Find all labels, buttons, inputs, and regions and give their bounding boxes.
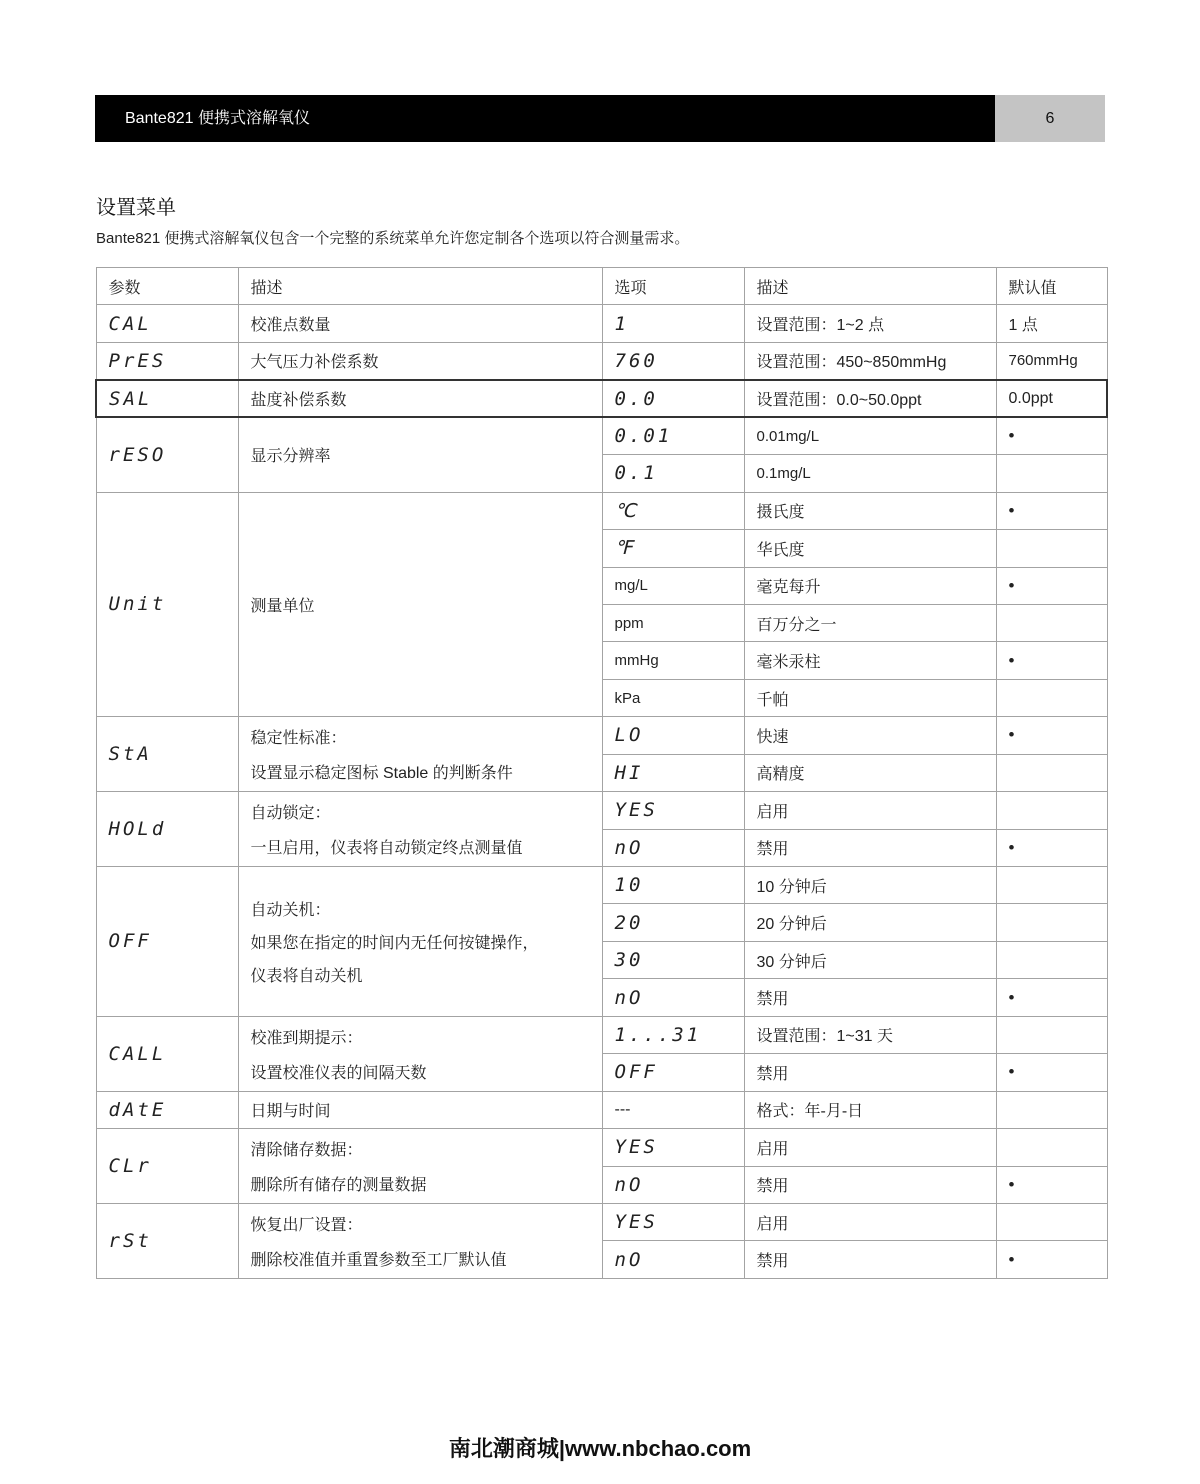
option-description: 0.01mg/L xyxy=(744,417,996,454)
option-description: 设置范围：1~2 点 xyxy=(744,305,996,342)
option-value: YES xyxy=(602,1129,744,1166)
option-description: 千帕 xyxy=(744,679,996,716)
option-value: 760 xyxy=(602,342,744,379)
param-description-line: 恢复出厂设置： xyxy=(250,1216,363,1234)
param-description-line: 设置显示稳定图标 Stable 的判断条件 xyxy=(250,765,513,783)
option-value: mmHg xyxy=(602,642,744,679)
param-description-line: 删除校准值并重置参数至工厂默认值 xyxy=(250,1251,507,1269)
option-description: 0.1mg/L xyxy=(744,455,996,492)
header-option-description: 描述 xyxy=(744,268,996,305)
option-value: ℉ xyxy=(602,530,744,567)
param-description-line: 一旦启用，仪表将自动锁定终点测量值 xyxy=(250,840,523,858)
option-description: 毫米汞柱 xyxy=(744,642,996,679)
table-row xyxy=(96,1203,1107,1240)
default-marker: • xyxy=(996,717,1107,754)
option-value: 0.01 xyxy=(602,417,744,454)
param-description: 校准点数量 xyxy=(238,305,602,342)
table-row xyxy=(96,792,1107,829)
section-intro: Bante821 便携式溶解氧仪包含一个完整的系统菜单允许您定制各个选项以符合测量需求。 xyxy=(96,230,690,247)
default-marker xyxy=(996,754,1107,791)
default-marker xyxy=(996,530,1107,567)
option-description: 百万分之一 xyxy=(744,604,996,641)
option-value: 1 xyxy=(602,305,744,342)
option-description: 启用 xyxy=(744,1129,996,1166)
table-row xyxy=(96,305,1107,342)
page-number: 6 xyxy=(995,95,1105,142)
option-value: 20 xyxy=(602,904,744,941)
option-description: 禁用 xyxy=(744,1054,996,1091)
param-code: HOLd xyxy=(96,792,238,867)
default-value: 760mmHg xyxy=(996,342,1107,379)
param-description-line: 删除所有储存的测量数据 xyxy=(250,1177,427,1194)
table-row-highlighted xyxy=(96,380,1107,417)
option-description: 禁用 xyxy=(744,979,996,1016)
param-description xyxy=(238,792,602,867)
option-description: 摄氏度 xyxy=(744,492,996,529)
default-marker xyxy=(996,1203,1107,1240)
default-marker: • xyxy=(996,979,1107,1016)
settings-menu-table xyxy=(95,267,1108,1279)
param-code: CAL xyxy=(96,305,238,342)
option-value: nO xyxy=(602,979,744,1016)
document-title: Bante821 便携式溶解氧仪 xyxy=(95,95,995,142)
table-row xyxy=(96,717,1107,754)
header-description: 描述 xyxy=(238,268,602,305)
param-code: CALL xyxy=(96,1016,238,1091)
option-value: 0.1 xyxy=(602,455,744,492)
param-description xyxy=(238,1203,602,1278)
table-row xyxy=(96,1091,1107,1128)
option-description: 禁用 xyxy=(744,1166,996,1203)
param-description: 盐度补偿系数 xyxy=(238,380,602,417)
default-marker xyxy=(996,1129,1107,1166)
table-row xyxy=(96,492,1107,529)
option-description: 快速 xyxy=(744,717,996,754)
param-code: SAL xyxy=(96,380,238,417)
param-description xyxy=(238,717,602,792)
default-marker xyxy=(996,904,1107,941)
option-value: YES xyxy=(602,792,744,829)
table-row xyxy=(96,867,1107,904)
table-row xyxy=(96,417,1107,454)
header-param: 参数 xyxy=(96,268,238,305)
param-code: PrES xyxy=(96,342,238,379)
param-description: 测量单位 xyxy=(238,492,602,717)
param-description-line: 仪表将自动关机 xyxy=(250,967,363,985)
param-description xyxy=(238,867,602,1017)
default-marker: • xyxy=(996,1054,1107,1091)
param-description-line: 如果您在指定的时间内无任何按键操作， xyxy=(250,934,539,952)
default-marker xyxy=(996,1016,1107,1053)
option-value: 10 xyxy=(602,867,744,904)
option-value: nO xyxy=(602,1241,744,1278)
option-description: 格式：年-月-日 xyxy=(744,1091,996,1128)
table-row xyxy=(96,1129,1107,1166)
option-description: 20 分钟后 xyxy=(744,904,996,941)
option-value: HI xyxy=(602,754,744,791)
param-description xyxy=(238,1129,602,1204)
option-value: ℃ xyxy=(602,492,744,529)
option-description: 高精度 xyxy=(744,754,996,791)
option-value: 1...31 xyxy=(602,1016,744,1053)
option-description: 毫克每升 xyxy=(744,567,996,604)
param-code: CLr xyxy=(96,1129,238,1204)
table-row xyxy=(96,1016,1107,1053)
param-description: 日期与时间 xyxy=(238,1091,602,1128)
param-code: OFF xyxy=(96,867,238,1017)
param-description: 大气压力补偿系数 xyxy=(238,342,602,379)
option-value: YES xyxy=(602,1203,744,1240)
default-marker: • xyxy=(996,1241,1107,1278)
option-description: 华氏度 xyxy=(744,530,996,567)
option-description: 30 分钟后 xyxy=(744,941,996,978)
default-marker: • xyxy=(996,1166,1107,1203)
option-description: 设置范围：1~31 天 xyxy=(744,1016,996,1053)
option-value: LO xyxy=(602,717,744,754)
param-description-line: 设置校准仪表的间隔天数 xyxy=(250,1064,427,1082)
default-marker xyxy=(996,604,1107,641)
param-description-line: 自动锁定： xyxy=(250,805,331,823)
option-description: 启用 xyxy=(744,1203,996,1240)
option-value: nO xyxy=(602,829,744,866)
param-code: StA xyxy=(96,717,238,792)
param-code: rSt xyxy=(96,1203,238,1278)
option-description: 设置范围：0.0~50.0ppt xyxy=(744,380,996,417)
default-marker: • xyxy=(996,829,1107,866)
default-marker xyxy=(996,941,1107,978)
param-description: 显示分辨率 xyxy=(238,417,602,492)
option-description: 10 分钟后 xyxy=(744,867,996,904)
option-value: nO xyxy=(602,1166,744,1203)
param-description-line: 自动关机： xyxy=(250,901,331,919)
param-code: Unit xyxy=(96,492,238,717)
param-code: rESO xyxy=(96,417,238,492)
default-marker: • xyxy=(996,642,1107,679)
header-option: 选项 xyxy=(602,268,744,305)
default-marker: • xyxy=(996,417,1107,454)
page-header xyxy=(95,95,1105,142)
option-description: 启用 xyxy=(744,792,996,829)
option-description: 禁用 xyxy=(744,829,996,866)
header-default: 默认值 xyxy=(996,268,1107,305)
section-title: 设置菜单 xyxy=(96,197,176,219)
option-description: 禁用 xyxy=(744,1241,996,1278)
default-marker xyxy=(996,455,1107,492)
param-description-line: 清除储存数据： xyxy=(250,1142,363,1159)
default-value xyxy=(996,1091,1107,1128)
option-value: kPa xyxy=(602,679,744,716)
param-description-line: 稳定性标准： xyxy=(250,730,347,748)
default-value: 0.0ppt xyxy=(996,380,1107,417)
table-row xyxy=(96,342,1107,379)
param-code: dAtE xyxy=(96,1091,238,1128)
param-description-line: 校准到期提示： xyxy=(250,1029,363,1047)
default-marker: • xyxy=(996,567,1107,604)
default-marker xyxy=(996,679,1107,716)
option-value: ppm xyxy=(602,604,744,641)
param-description xyxy=(238,1016,602,1091)
option-value: 0.0 xyxy=(602,380,744,417)
default-value: 1 点 xyxy=(996,305,1107,342)
option-value: OFF xyxy=(602,1054,744,1091)
option-value: mg/L xyxy=(602,567,744,604)
option-value: 30 xyxy=(602,941,744,978)
option-description: 设置范围：450~850mmHg xyxy=(744,342,996,379)
default-marker xyxy=(996,792,1107,829)
default-marker: • xyxy=(996,492,1107,529)
default-marker xyxy=(996,867,1107,904)
option-value: --- xyxy=(602,1091,744,1128)
table-header-row xyxy=(96,268,1107,305)
footer-watermark: 南北潮商城|www.nbchao.com xyxy=(448,1436,752,1461)
